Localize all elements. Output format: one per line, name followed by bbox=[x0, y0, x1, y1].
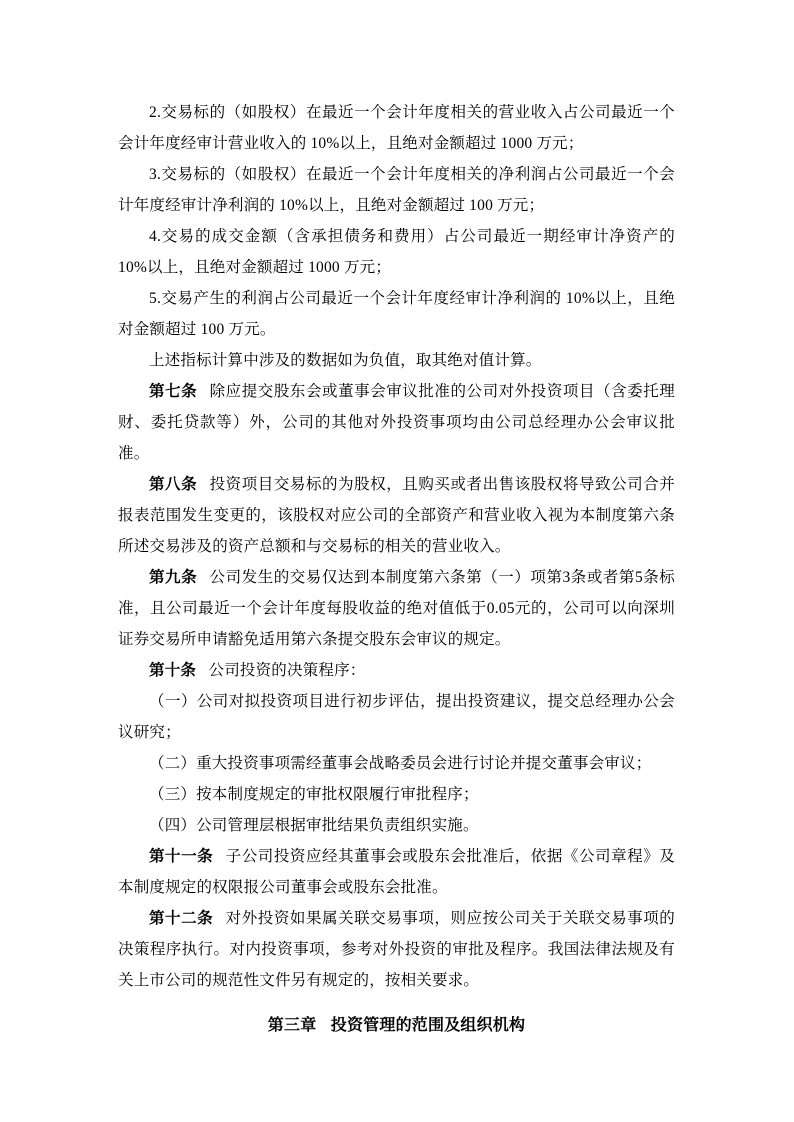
paragraph-text: （四）公司管理层根据审批结果负责组织实施。 bbox=[149, 817, 479, 834]
paragraph-item-2 bbox=[118, 97, 675, 159]
document-body bbox=[118, 97, 675, 1041]
paragraph-procedure-3 bbox=[118, 779, 675, 810]
paragraph-text: 投资项目交易标的为股权，且购买或者出售该股权将导致公司合并报表范围发生变更的，该股权对应公司的全部资产和营业收入视为本制度第六条所述交易涉及的资产总额和与交易标的相关的营业收入。 bbox=[118, 476, 675, 555]
paragraph-note-absolute-value bbox=[118, 345, 675, 376]
paragraph-text: 4.交易的成交金额（含承担债务和费用）占公司最近一期经审计净资产的 10%以上，且绝对金额超过 1000 万元； bbox=[118, 228, 675, 276]
paragraph-article-10 bbox=[118, 655, 675, 686]
paragraph-article-12 bbox=[118, 903, 675, 996]
article-number: 第八条 bbox=[149, 476, 198, 493]
chapter-title: 投资管理的范围及组织机构 bbox=[330, 1017, 526, 1034]
paragraph-item-4 bbox=[118, 221, 675, 283]
paragraph-text: （二）重大投资事项需经董事会战略委员会进行讨论并提交董事会审议； bbox=[149, 755, 652, 772]
article-number: 第十条 bbox=[149, 662, 197, 679]
paragraph-article-8 bbox=[118, 469, 675, 562]
paragraph-article-7 bbox=[118, 376, 675, 469]
chapter-number: 第三章 bbox=[267, 1017, 317, 1034]
paragraph-text: （一）公司对拟投资项目进行初步评估，提出投资建议，提交总经理办公会议研究； bbox=[118, 693, 675, 741]
article-number: 第七条 bbox=[149, 383, 198, 400]
paragraph-text: 2.交易标的（如股权）在最近一个会计年度相关的营业收入占公司最近一个会计年度经审计营业收入的 10%以上，且绝对金额超过 1000 万元； bbox=[118, 104, 675, 152]
paragraph-text: 5.交易产生的利润占公司最近一个会计年度经审计净利润的 10%以上，且绝对金额超过 100 万元。 bbox=[118, 290, 675, 338]
paragraph-text: 公司投资的决策程序： bbox=[208, 662, 366, 679]
paragraph-article-11 bbox=[118, 841, 675, 903]
paragraph-article-9 bbox=[118, 562, 675, 655]
paragraph-item-5 bbox=[118, 283, 675, 345]
paragraph-procedure-1 bbox=[118, 686, 675, 748]
paragraph-text: 上述指标计算中涉及的数据如为负值，取其绝对值计算。 bbox=[149, 352, 542, 369]
paragraph-item-3 bbox=[118, 159, 675, 221]
paragraph-text: 对外投资如果属关联交易事项，则应按公司关于关联交易事项的决策程序执行。对内投资事项，参考对外投资的审批及程序。我国法律法规及有关上市公司的规范性文件另有规定的，按相关要求。 bbox=[118, 910, 675, 989]
chapter-heading bbox=[118, 1010, 675, 1041]
paragraph-procedure-2 bbox=[118, 748, 675, 779]
article-number: 第十二条 bbox=[149, 910, 214, 927]
paragraph-text: 公司发生的交易仅达到本制度第六条第（一）项第3条或者第5条标准，且公司最近一个会计年度每股收益的绝对值低于0.05元的，公司可以向深圳证券交易所申请豁免适用第六条提交股东会审议的规定。 bbox=[118, 569, 675, 648]
article-number: 第九条 bbox=[149, 569, 198, 586]
paragraph-text: 3.交易标的（如股权）在最近一个会计年度相关的净利润占公司最近一个会计年度经审计净利润的 10%以上，且绝对金额超过 100 万元； bbox=[118, 166, 675, 214]
paragraph-text: 子公司投资应经其董事会或股东会批准后，依据《公司章程》及本制度规定的权限报公司董事会或股东会批准。 bbox=[118, 848, 675, 896]
paragraph-procedure-4 bbox=[118, 810, 675, 841]
paragraph-text: （三）按本制度规定的审批权限履行审批程序； bbox=[149, 786, 479, 803]
article-number: 第十一条 bbox=[149, 848, 214, 865]
paragraph-text: 除应提交股东会或董事会审议批准的公司对外投资项目（含委托理财、委托贷款等）外，公司的其他对外投资事项均由公司总经理办公会审议批准。 bbox=[118, 383, 675, 462]
